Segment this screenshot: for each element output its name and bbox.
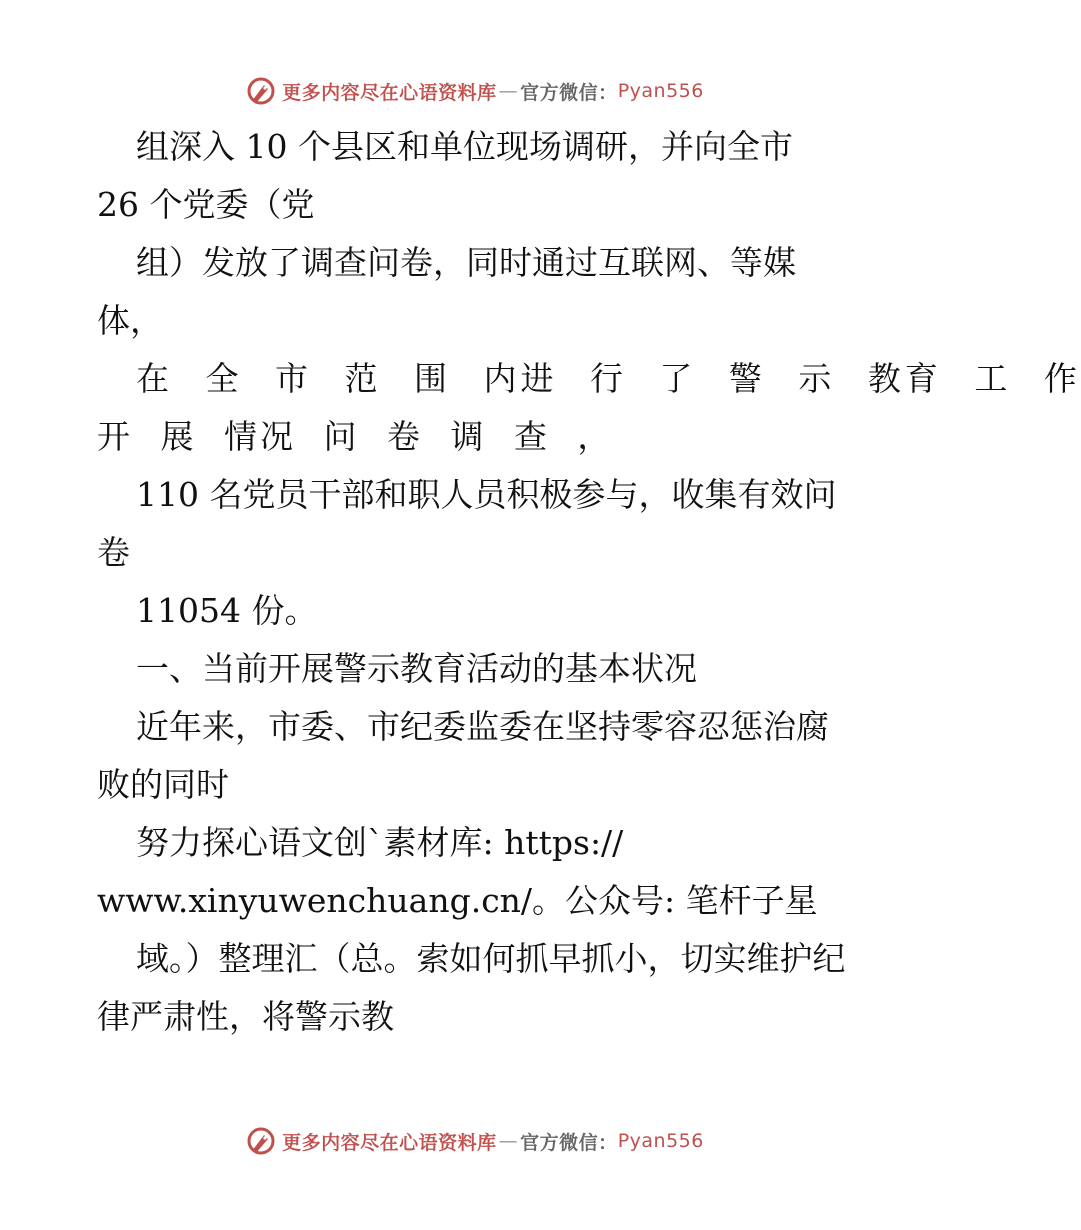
body-line: 败的同时 bbox=[97, 765, 229, 804]
body-line: 卷 bbox=[97, 533, 130, 572]
pen-nib-circle-icon bbox=[246, 1126, 276, 1156]
watermark-site-text: 更多内容尽在心语资料库 bbox=[282, 81, 497, 104]
watermark-label: 官方微信： bbox=[520, 1131, 618, 1154]
body-line: 开 展 情况 问 卷 调 查 ， bbox=[97, 417, 614, 456]
footer-watermark bbox=[0, 1124, 950, 1158]
header-watermark bbox=[0, 74, 950, 108]
watermark-wechat-id: Pyan556 bbox=[617, 80, 704, 102]
watermark-site-text: 更多内容尽在心语资料库 bbox=[282, 1131, 497, 1154]
body-line: 组）发放了调查问卷，同时通过互联网、等媒 bbox=[136, 243, 796, 282]
body-line: 110 名党员干部和职人员积极参与，收集有效问 bbox=[136, 475, 837, 514]
section-heading: 一、当前开展警示教育活动的基本状况 bbox=[136, 649, 697, 688]
body-line: 体， bbox=[97, 301, 163, 340]
body-line: 11054 份。 bbox=[136, 591, 318, 630]
body-line: 26 个党委（党 bbox=[97, 185, 315, 224]
body-line: 域。）整理汇（总。索如何抓早抓小，切实维护纪 bbox=[136, 939, 846, 978]
body-line: 律严肃性，将警示教 bbox=[97, 997, 394, 1036]
body-line: www.xinyuwenchuang.cn/。公众号: 笔杆子星 bbox=[97, 881, 818, 920]
body-line: 组深入 10 个县区和单位现场调研，并向全市 bbox=[136, 127, 793, 166]
watermark-dash: — bbox=[498, 1130, 519, 1152]
body-line: 努力探心语文创`素材库: https:// bbox=[136, 823, 624, 862]
pen-nib-circle-icon bbox=[246, 76, 276, 106]
body-line: 近年来，市委、市纪委监委在坚持零容忍惩治腐 bbox=[136, 707, 829, 746]
watermark-dash: — bbox=[498, 80, 519, 102]
body-line: 在 全 市 范 围 内进 行 了 警 示 教育 工 作 bbox=[136, 359, 1081, 398]
document-body bbox=[97, 118, 1081, 1046]
watermark-label: 官方微信： bbox=[520, 81, 618, 104]
watermark-wechat-id: Pyan556 bbox=[617, 1130, 704, 1152]
